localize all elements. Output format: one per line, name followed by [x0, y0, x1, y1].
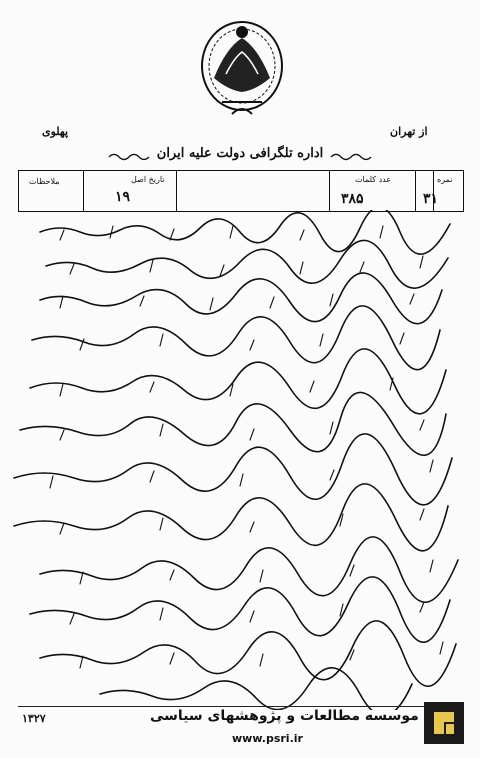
table-divider	[176, 171, 177, 211]
header-left-mark: پهلوی	[42, 125, 69, 138]
header-table	[18, 170, 464, 212]
number-label: نمره	[437, 175, 453, 184]
remarks-label: ملاحظات	[29, 177, 60, 186]
word-count-value: ۳۸۵	[341, 191, 364, 207]
psri-logo-icon	[424, 702, 464, 744]
handwritten-body	[0, 210, 480, 710]
watermark-name: موسسه مطالعات و پژوهشهای سیاسی	[150, 708, 419, 724]
table-divider	[83, 171, 84, 211]
table-divider	[415, 171, 416, 211]
table-divider	[329, 171, 330, 211]
origin-date-value: ۱۹	[115, 189, 131, 205]
emblem-logo	[196, 18, 288, 126]
word-count-label: عدد کلمات	[355, 175, 392, 184]
origin-date-label: تاریخ اصل	[131, 175, 165, 184]
footer-rule	[18, 706, 428, 707]
ornament-icon	[330, 152, 372, 162]
header-right-mark: از تهران	[390, 125, 428, 138]
number-value: ۳۱	[423, 191, 439, 207]
watermark-url[interactable]: www.psri.ir	[232, 732, 303, 745]
office-title: اداره تلگرافی دولت علیه ایران	[156, 146, 324, 161]
footer-year: ۱۳۲۷	[22, 712, 46, 725]
